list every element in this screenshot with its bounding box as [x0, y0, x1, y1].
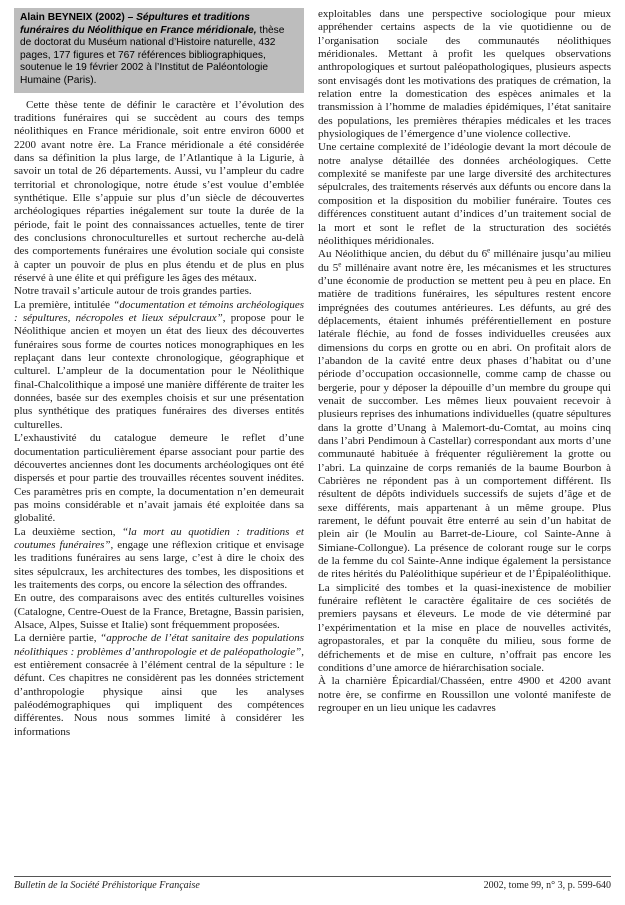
text-run: , propose pour le Néolithique ancien et moyen un état des lieux des découvertes funéraires sous forme de courtes notices monographiques en les replaçant dans leur contexte chronologique, géographique et culturel. L’ampleur de la documentation pour le Néolithique final-Chalcolithique a imposé une manière différente de traiter les données, basée sur des exemples choisis et sur une présentation plus synthétique des pratiques funéraires des diverses entités culturelles. [14, 312, 304, 431]
left-column [14, 8, 304, 868]
journal-name: Bulletin de la Société Préhistorique Française [14, 880, 200, 891]
text-run: , engage une réflexion critique et envisage les traditions funéraires au sens large, c’est à dire le choix des sites sépulcraux, les architectures des tombes, les dispositions et les traitements des corps, ou encore la sélection des offrandes. [14, 538, 304, 591]
paragraph: Une certaine complexité de l’idéologie devant la mort découle de notre analyse détaillée des données archéologiques. Cette complexité se manifeste par une large diversité des architectures sépulcrales, des traitements réservés aux défunts ou encore dans la composition et la disposition du mobilier funéraire. Toutes ces différences constituent autant d’indices d’un traitement social de la mort et sont le reflet de la structuration des sociétés néolithiques méridionales. [318, 141, 611, 247]
thesis-author: Alain BEYNEIX (2002) – [20, 12, 134, 23]
paragraph [14, 526, 304, 593]
paragraph [14, 632, 304, 739]
superscript: e [487, 246, 491, 255]
text-run: La première, intitulée [14, 298, 110, 311]
text-run: millénaire avant notre ère, les mécanismes et les structures d’une économie de production se mettent peu à peu en place. En matière de traditions funéraires, les sépultures restent encore imprégnées des coutumes antérieures. Les défunts, au gré des déplacements, étaient inhumés préférentiellement en posture latérale fléchie, au fond de fosses individuelles creusées aux dimensions du corps en grotte ou en abri. On profitait alors de l’abandon de la cavité entre deux phases d’habitat ou d’une période d’occupation occasionnelle, comme camp de chasse ou bergerie, pour y déposer la dépouille d’un membre du groupe qui venait de succomber. Les mêmes lieux pouvaient recevoir à plusieurs reprises des inhumations individuelles (quatre sépultures dans la grotte d’Unang à Malemort-du-Comtat, au moins cinq dans l’abri Pendimoun à Castellar) correspondant aux morts d’une communauté habituée à fréquenter régulièrement la grotte ou l’abri. La quinzaine de corps remaniés de la baume Bourbon à Cabrières ne répondent pas à un comportement différent. Ils résultent de dépôts individuels successifs de sujets d’âge et de sexe différents, mais appartenant à un même groupe. Plus rarement, le défunt pouvait être enterré au sein d’un habitat de plein air (le Moulin au Barret-de-Lioure, col Sainte-Anne à Simiane-Collongue). La présence de colorant rouge sur le corps de la femme du col Sainte-Anne indique également la persistance de rites hérités du Paléolithique supérieur et de l’Épipaléolithique. La simplicité des tombes et la quasi-inexistence de mobilier funéraire reflètent le caractère égalitaire de ces sociétés de premiers paysans et éleveurs. Le mode de vie déterminé par l’expérimentation et la mise en place de nouvelles activités, agropastorales, et par la conquête du milieu, sous forme de défrichements et de mise en culture, n’offrait pas encore les conditions d’une amorce de hiérarchisation sociale. [318, 261, 611, 674]
right-column [318, 8, 611, 868]
thesis-details: thèse de doctorat du Muséum national d’Histoire naturelle, 432 pages, 177 figures et 767 références bibliographiques, soutenue le 19 février 2002 à l’Institut de Paléontologie Humaine (Paris). [20, 24, 285, 86]
citation: 2002, tome 99, n° 3, p. 599-640 [483, 880, 611, 891]
text-run: La dernière partie, [14, 632, 97, 645]
paragraph [318, 248, 611, 675]
text-run: Au Néolithique ancien, du début du 6 [318, 248, 488, 261]
section-title: “documentation et témoins archéologiques : sépultures, nécropoles et lieux sépulcraux” [14, 298, 304, 325]
paragraph: En outre, des comparaisons avec des entités culturelles voisines (Catalogne, Centre-Ouest de la France, Bretagne, Bassin parisien, Alsace, Alpes, Suisse et Italie) sont fréquemment proposées. [14, 592, 304, 631]
paragraph: Notre travail s’articule autour de trois grandes parties. [14, 285, 252, 298]
text-run: , est entièrement consacrée à l’élément central de la sépulture : le défunt. Ces chapitres ne considèrent pas les données strictement d’anthropologie physique ainsi que les analyses paléodémographiques qui impliquent des compétences différentes. Nous nous sommes limité à considérer les informations [14, 645, 304, 738]
page-footer [14, 876, 611, 892]
superscript: e [338, 259, 342, 268]
paragraph: L’exhaustivité du catalogue demeure le reflet d’une documentation particulièrement éparse associant pour partie des découvertes anciennes dont les documents archéologiques ont été dispersés et pour partie des trouvailles récentes souvent inédites. Ces paramètres pris en compte, la documentation n’en demeurait pas moins considérable et n’avait jamais été exploitée dans sa globalité. [14, 432, 304, 525]
text-run: millénaire jusqu’au milieu du 5 [318, 248, 611, 274]
thesis-title: Sépultures et traditions funéraires du Néolithique en France méridionale, [20, 12, 257, 36]
section-title: “la mort au quotidien : traditions et coutumes funéraires” [14, 525, 304, 551]
paragraph: Cette thèse tente de définir le caractère et l’évolution des traditions funéraires qui se succèdent au cours des temps néolithiques en France méridionale, soit entre environ 6000 et 2200 avant notre ère. La France méridionale a été considérée dans sa définition la plus large, de l’Atlantique à la Ligurie, à savoir un total de 26 départements. Aussi, vu l’ampleur du cadre territorial et chronologique, notre étude s’est voulue d’emblée synthétique. Elle s’appuie sur plus d’un siècle de découvertes archéologiques réparties inégalement sur toute la durée de la période, fait le point des connaissances actuelles, tente de tirer des conclusions chronoculturelles et surtout recherche au-delà des comportements funéraires une évolution sociale qui consiste à capter un pouvoir de plus en plus étendu et de plus en plus réservé à une élite et qui préfigure les âges des métaux. [14, 98, 304, 285]
paragraph [14, 299, 304, 432]
paragraph: exploitables dans une perspective sociologique pour mieux appréhender certains aspects de la vie quotidienne ou de l’organisation sociale des communautés néolithiques méridionales. Mettant à profit les quelques observations anthropologiques et surtout paléopathologiques, plusieurs aspects sont envisagés dont les motivations des pratiques de crémation, la relation entre la domestication des espèces animales et la transmission à l’homme de maladies épidémiques, l’état sanitaire des populations, les premières thérapies médicales et les traces physiologiques de l’émergence d’une violence collective. [318, 8, 611, 141]
thesis-header [14, 8, 304, 93]
paragraph: À la charnière Épicardial/Chasséen, entre 4900 et 4200 avant notre ère, se confirme en Roussillon une volonté manifeste de regrouper en un lieu unique les cadavres [318, 675, 611, 714]
text-run: La deuxième section, [14, 525, 116, 538]
section-title: “approche de l’état sanitaire des populations néolithiques : problèmes d’anthropologie et de paléopathologie” [14, 632, 304, 658]
